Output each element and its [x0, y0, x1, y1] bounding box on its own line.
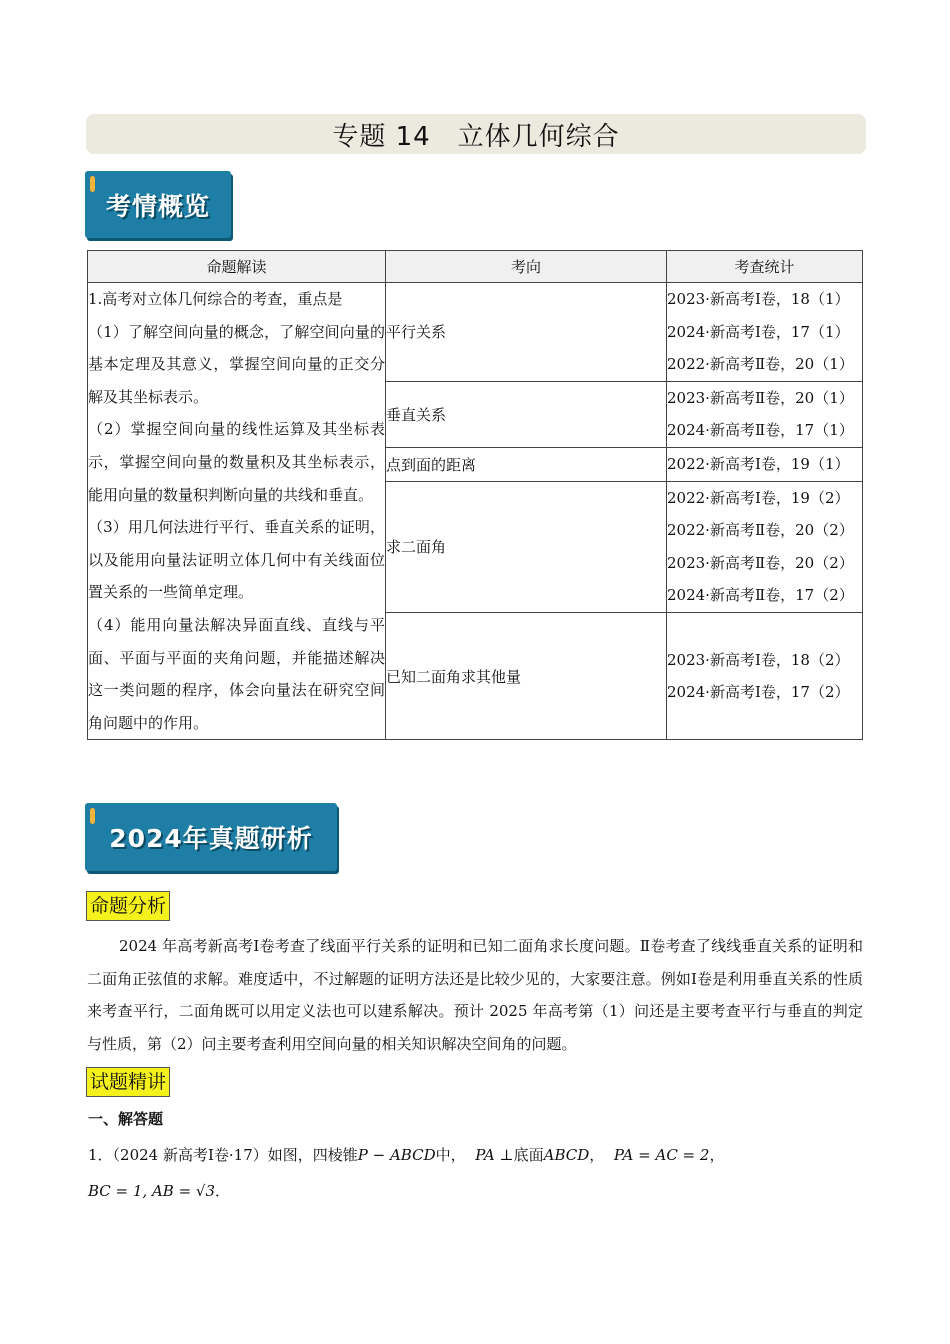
condition-perpendicular: PA ⊥ [475, 1146, 514, 1164]
analysis-label: 命题分析 [86, 891, 170, 921]
overview-table [87, 250, 863, 740]
question-source: （2024 新高考Ⅰ卷·17）如图，四棱锥 [112, 1146, 358, 1164]
topic-cell: 垂直关系 [386, 381, 667, 447]
base-name: ABCD [543, 1146, 590, 1164]
condition-lengths: PA = AC = 2 [613, 1146, 710, 1164]
header-topic: 考向 [386, 251, 667, 283]
stat-entry: 2022·新高考Ⅱ卷，20（2） [667, 521, 854, 540]
question-text: 中， [435, 1146, 466, 1164]
stats-cell [667, 283, 863, 382]
stats-cell [667, 381, 863, 447]
topic-cell: 求二面角 [386, 481, 667, 612]
stat-entry: 2022·新高考Ⅰ卷，19（1） [667, 454, 850, 473]
research-badge [85, 803, 337, 871]
header-description: 命题解读 [88, 251, 386, 283]
stat-entry: 2024·新高考Ⅱ卷，17（2） [667, 586, 854, 605]
description-paragraph: 1.高考对立体几何综合的考查，重点是 [88, 290, 343, 308]
table-header-row [88, 251, 863, 283]
stat-entry: 2023·新高考Ⅰ卷，18（1） [667, 290, 850, 308]
stat-entry: 2023·新高考Ⅱ卷，20（1） [667, 388, 854, 407]
stat-entry: 2024·新高考Ⅱ卷，17（1） [667, 421, 854, 440]
topic-cell: 平行关系 [386, 283, 667, 382]
title-bar [86, 114, 866, 154]
research-badge-label: 2024年真题研析 [109, 824, 313, 853]
description-paragraph: （4）能用向量法解决异面直线、直线与平面、平面与平面的夹角问题，并能描述解决这一类问题的程序，体会向量法在研究空间角问题中的作用。 [88, 615, 385, 732]
description-paragraph: （3）用几何法进行平行、垂直关系的证明，以及能用向量法证明立体几何中有关线面位置关系的一些简单定理。 [88, 518, 385, 602]
analysis-paragraph: 2024 年高考新高考Ⅰ卷考查了线面平行关系的证明和已知二面角求长度问题。Ⅱ卷考查了线线垂直关系的证明和二面角正弦值的求解。难度适中，不过解题的证明方法还是比较少见的，大家要注意。例如Ⅰ卷是利用垂直关系的性质来考查平行，二面角既可以用定义法也可以建系解决。预计 2025 年高考第（1）问还是主要考查平行与垂直的判定与性质，第（2）问主要考查利用空间向量的相关知识解决空间角的问题。 [87, 937, 863, 1053]
stats-cell [667, 481, 863, 612]
stats-cell [667, 447, 863, 481]
base-label: 底面 [513, 1146, 544, 1164]
header-stats: 考查统计 [667, 251, 863, 283]
lecture-label: 试题精讲 [86, 1067, 170, 1097]
topic-cell: 点到面的距离 [386, 447, 667, 481]
stat-entry: 2022·新高考Ⅱ卷，20（1） [667, 355, 854, 374]
condition-sides: BC = 1, AB = √3 [88, 1182, 216, 1200]
stat-entry: 2024·新高考Ⅰ卷，17（1） [667, 322, 850, 341]
overview-badge-label: 考情概览 [105, 191, 210, 221]
stats-cell [667, 612, 863, 739]
pyramid-label: P − ABCD [357, 1146, 436, 1164]
page-title: 专题 14 立体几何综合 [332, 121, 620, 152]
question-number: 1． [88, 1146, 113, 1164]
description-cell [88, 283, 386, 740]
section-heading: 一、解答题 [88, 1110, 164, 1128]
description-paragraph: （2）掌握空间向量的线性运算及其坐标表示，掌握空间向量的数量积及其坐标表示，能用向量的数量积判断向量的共线和垂直。 [88, 420, 385, 504]
stat-entry: 2022·新高考Ⅰ卷，19（2） [667, 488, 850, 507]
stat-entry: 2023·新高考Ⅱ卷，20（2） [667, 553, 854, 572]
question-line-2: BC = 1, AB = √3． [88, 1182, 231, 1200]
table-row [88, 283, 863, 382]
stat-entry: 2023·新高考Ⅰ卷，18（2） [667, 650, 850, 669]
overview-badge [85, 171, 231, 238]
question-line-1: 1．（2024 新高考Ⅰ卷·17）如图，四棱锥P − ABCD中， PA ⊥底面ABCD， PA = AC = 2， [88, 1146, 725, 1164]
description-paragraph: （1）了解空间向量的概念，了解空间向量的基本定理及其意义，掌握空间向量的正交分解及其坐标表示。 [88, 322, 385, 406]
topic-cell: 已知二面角求其他量 [386, 612, 667, 739]
stat-entry: 2024·新高考Ⅰ卷，17（2） [667, 683, 850, 702]
